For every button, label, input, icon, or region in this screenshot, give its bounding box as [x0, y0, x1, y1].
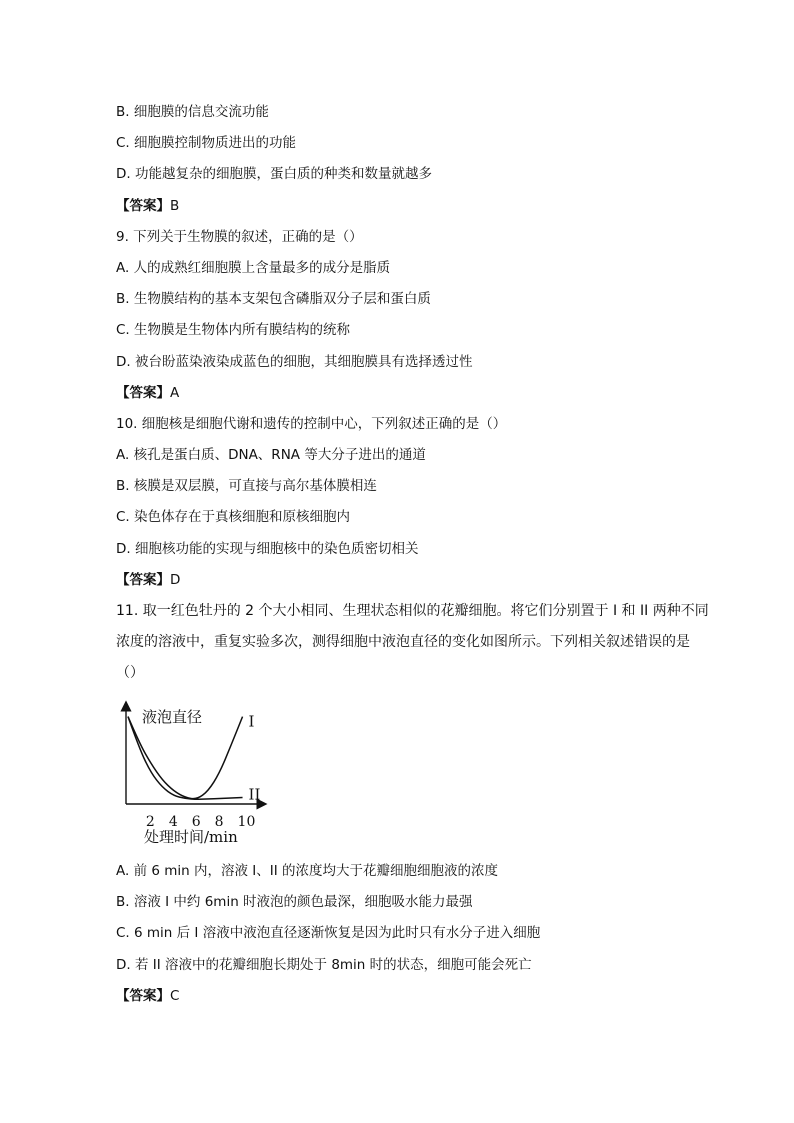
series-label-I: I	[248, 712, 255, 731]
x-axis-label: 处理时间/min	[144, 828, 238, 846]
q8-option-b: B. 细胞膜的信息交流功能	[116, 104, 269, 120]
q9-answer	[116, 383, 179, 403]
q8-option-c: C. 细胞膜控制物质进出的功能	[116, 135, 297, 151]
q10-stem: 10. 细胞核是细胞代谢和遗传的控制中心，下列叙述正确的是（）	[116, 416, 507, 432]
x-tick-label: 10	[237, 814, 256, 830]
q10-option-a: A. 核孔是蛋白质、DNA、RNA 等大分子进出的通道	[116, 447, 426, 463]
answer-value: A	[170, 385, 180, 401]
q8-option-d: D. 功能越复杂的细胞膜，蛋白质的种类和数量就越多	[116, 166, 432, 182]
answer-tag: 【答案】	[116, 385, 170, 401]
answer-tag: 【答案】	[116, 988, 170, 1004]
q9-option-d: D. 被台盼蓝染液染成蓝色的细胞，其细胞膜具有选择透过性	[116, 354, 473, 370]
q9-option-b: B. 生物膜结构的基本支架包含磷脂双分子层和蛋白质	[116, 291, 431, 307]
q11-option-b: B. 溶液 I 中约 6min 时液泡的颜色最深，细胞吸水能力最强	[116, 894, 473, 910]
q10-option-c: C. 染色体存在于真核细胞和原核细胞内	[116, 509, 351, 525]
q10-option-d: D. 细胞核功能的实现与细胞核中的染色质密切相关	[116, 541, 419, 557]
q11-answer	[116, 986, 179, 1006]
chart-svg	[112, 700, 272, 850]
q8-answer	[116, 196, 179, 216]
q9-option-c: C. 生物膜是生物体内所有膜结构的统称	[116, 322, 351, 338]
q11-option-a: A. 前 6 min 内，溶液 I、II 的浓度均大于花瓣细胞细胞液的浓度	[116, 863, 499, 879]
x-tick-label: 6	[191, 814, 201, 830]
q11-stem-line-1: 11. 取一红色牡丹的 2 个大小相同、生理状态相似的花瓣细胞。将它们分别置于 I 和 II 两种不同	[116, 603, 709, 619]
answer-tag: 【答案】	[116, 198, 170, 214]
answer-value: B	[170, 198, 180, 214]
q11-option-c: C. 6 min 后 I 溶液中液泡直径逐渐恢复是因为此时只有水分子进入细胞	[116, 925, 541, 941]
answer-tag: 【答案】	[116, 572, 170, 588]
q9-option-a: A. 人的成熟红细胞膜上含量最多的成分是脂质	[116, 260, 391, 276]
q10-option-b: B. 核膜是双层膜，可直接与高尔基体膜相连	[116, 478, 377, 494]
x-tick-label: 4	[168, 814, 178, 830]
chart-series	[128, 713, 260, 804]
x-tick-label: 8	[214, 814, 224, 830]
y-axis-label: 液泡直径	[142, 708, 203, 726]
series-label-II: II	[248, 785, 261, 804]
series-line-I	[128, 717, 243, 799]
q11-option-d: D. 若 II 溶液中的花瓣细胞长期处于 8min 时的状态，细胞可能会死亡	[116, 957, 532, 973]
answer-value: C	[170, 988, 180, 1004]
answer-value: D	[170, 572, 181, 588]
x-tick-label: 2	[145, 814, 155, 830]
vacuole-diameter-chart	[112, 700, 272, 850]
q9-stem: 9. 下列关于生物膜的叙述，正确的是（）	[116, 229, 363, 245]
q11-stem-line-3: （）	[116, 665, 144, 681]
q10-answer	[116, 570, 180, 590]
q11-stem-line-2: 浓度的溶液中，重复实验多次，测得细胞中液泡直径的变化如图所示。下列相关叙述错误的是	[116, 634, 690, 650]
